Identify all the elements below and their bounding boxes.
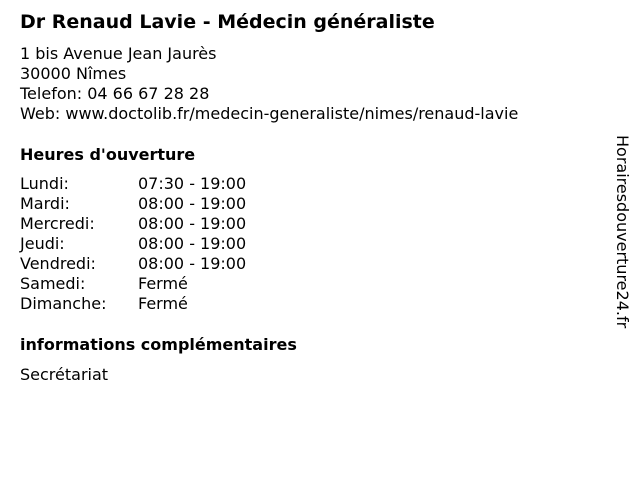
phone-number: Telefon: 04 66 67 28 28	[20, 84, 210, 103]
additional-info-heading: informations complémentaires	[20, 335, 297, 354]
address-block	[20, 44, 518, 124]
day-label: Jeudi:	[20, 234, 65, 253]
day-label: Vendredi:	[20, 254, 96, 273]
page-title: Dr Renaud Lavie - Médecin généraliste	[20, 11, 435, 33]
time-value: 08:00 - 19:00	[138, 194, 247, 213]
day-label: Lundi:	[20, 174, 69, 193]
day-label: Samedi:	[20, 274, 86, 293]
day-label: Mercredi:	[20, 214, 95, 233]
street-address: 1 bis Avenue Jean Jaurès	[20, 44, 217, 63]
day-label: Mardi:	[20, 194, 70, 213]
opening-hours-heading: Heures d'ouverture	[20, 145, 196, 164]
website: Web: www.doctolib.fr/medecin-generaliste/nimes/renaud-lavie	[20, 104, 519, 123]
time-value: Fermé	[138, 294, 188, 313]
time-value: 08:00 - 19:00	[138, 234, 247, 253]
time-value: 07:30 - 19:00	[138, 174, 247, 193]
city: 30000 Nîmes	[20, 64, 127, 83]
time-value: Fermé	[138, 274, 188, 293]
time-value: 08:00 - 19:00	[138, 254, 247, 273]
time-value: 08:00 - 19:00	[138, 214, 247, 233]
site-watermark: Horairesdouverture24.fr	[613, 135, 632, 329]
day-label: Dimanche:	[20, 294, 107, 313]
additional-info-text: Secrétariat	[20, 365, 109, 384]
